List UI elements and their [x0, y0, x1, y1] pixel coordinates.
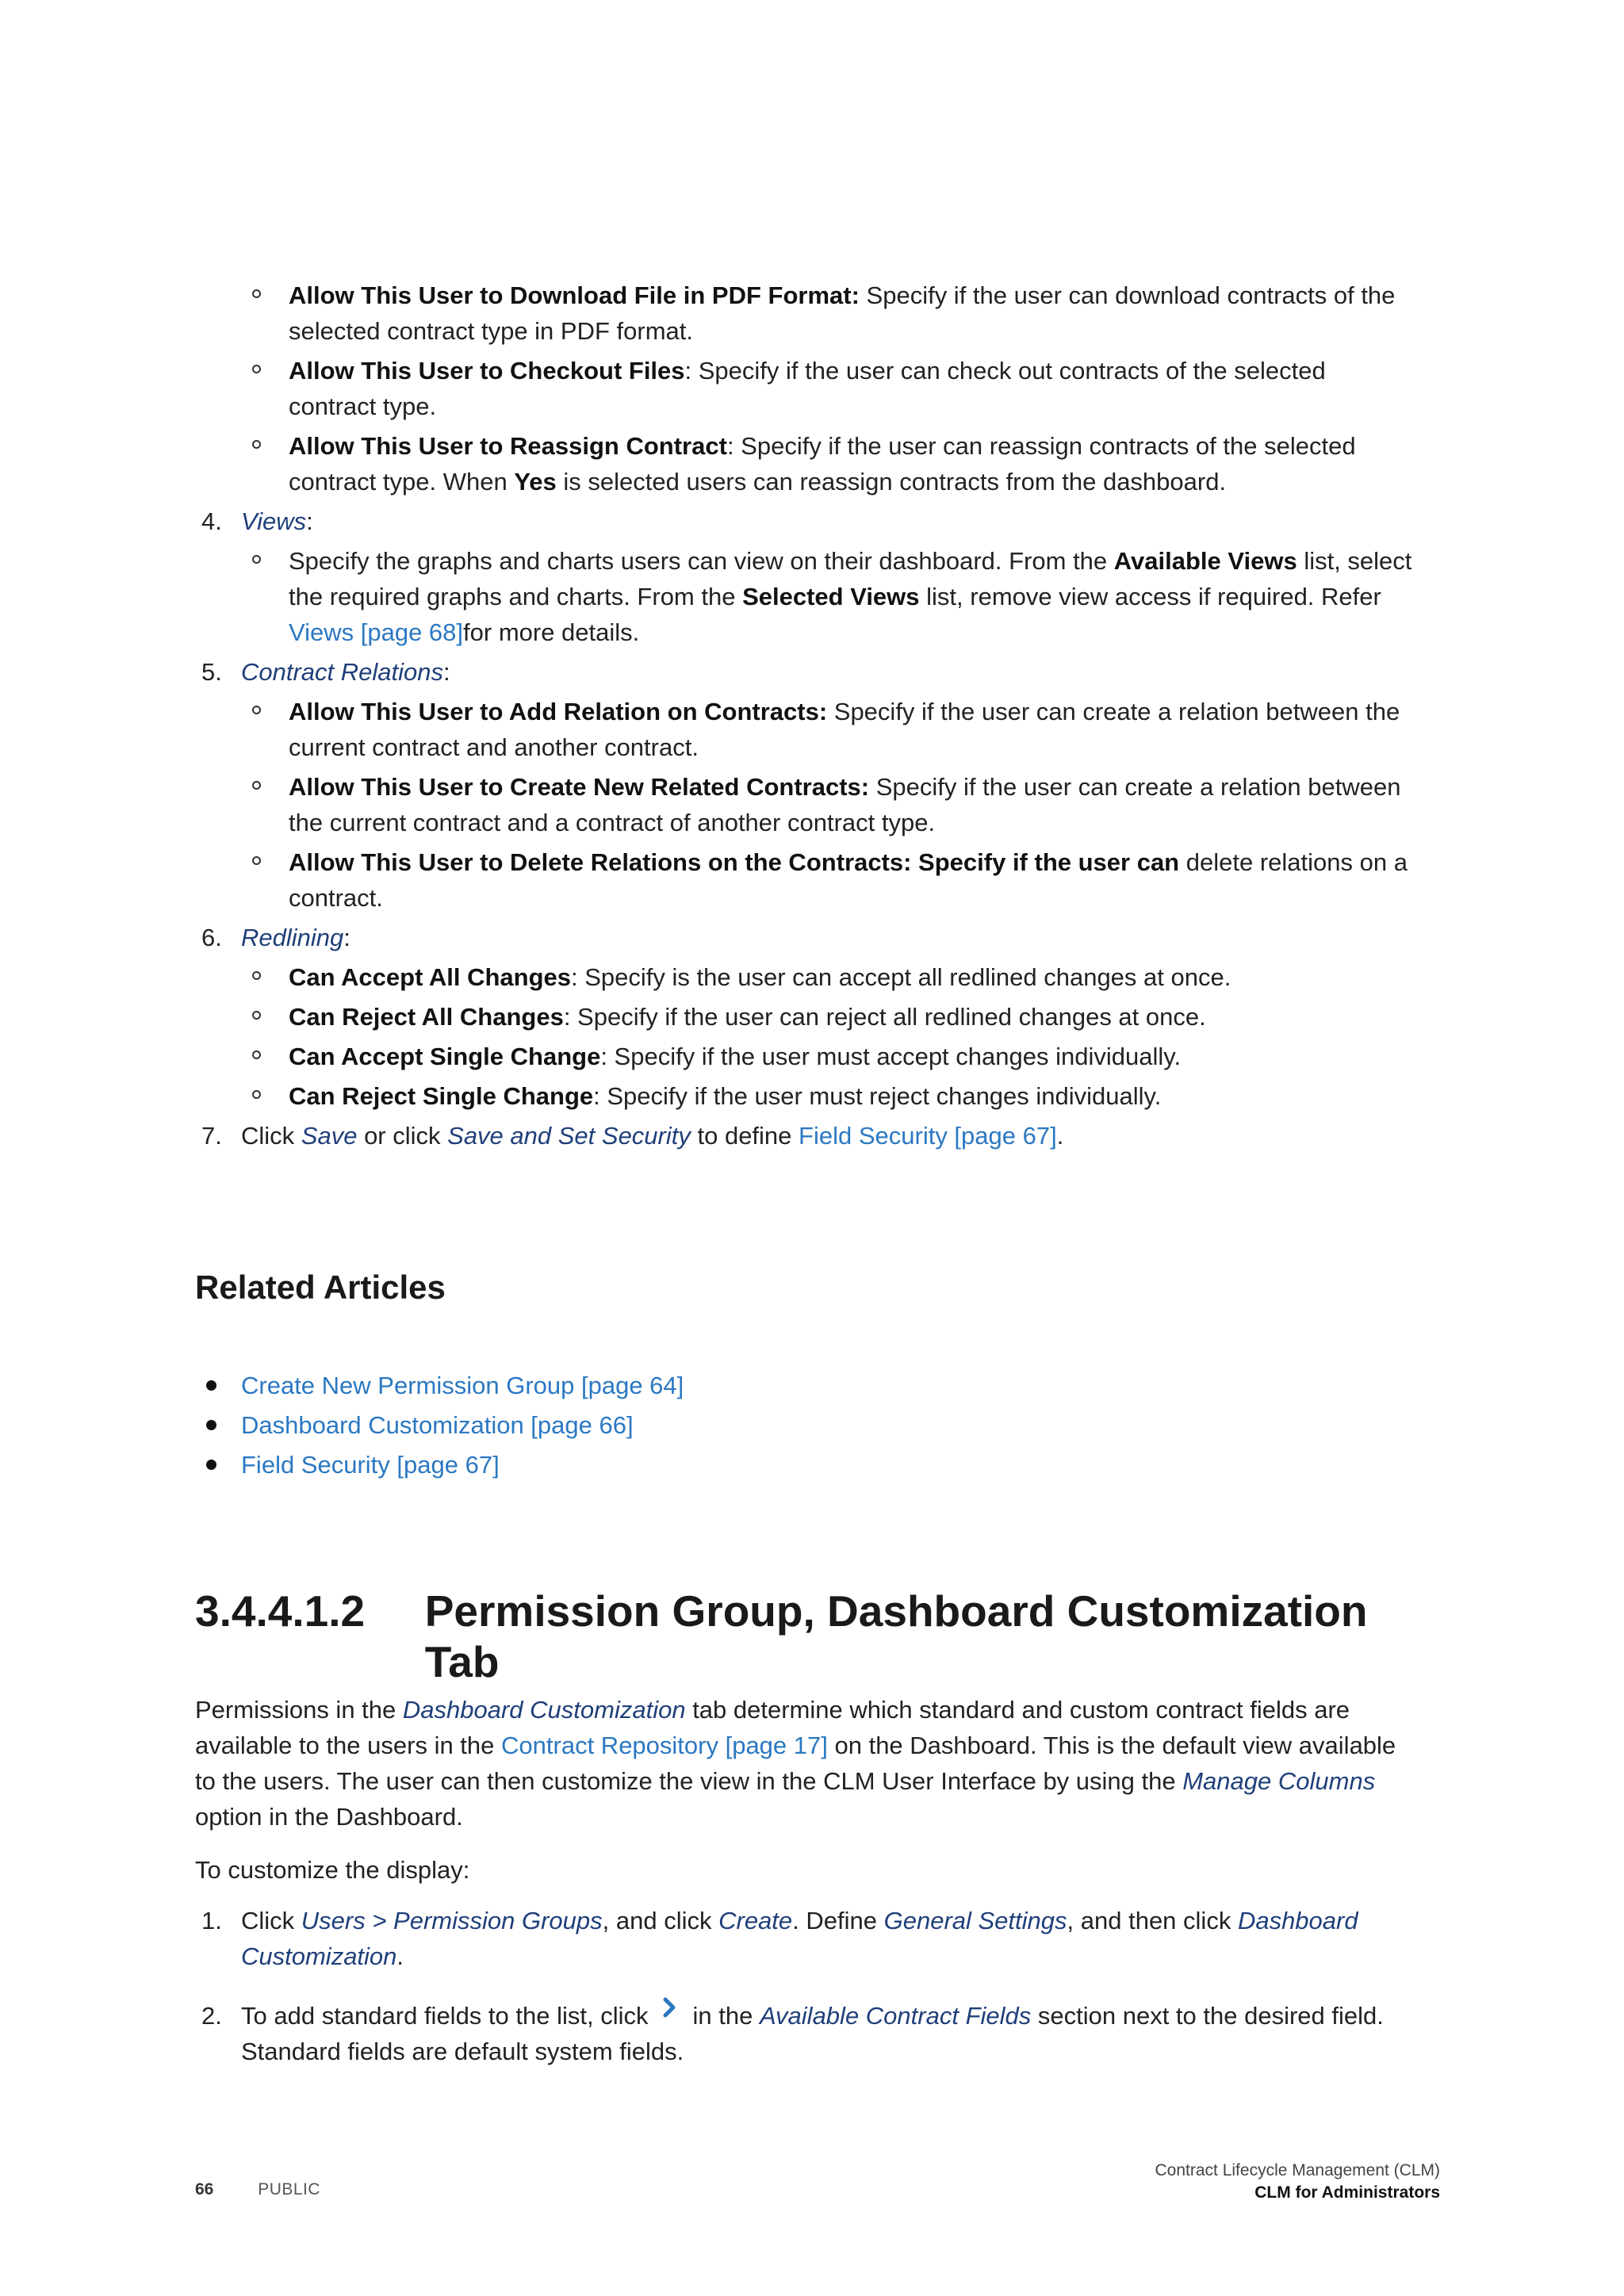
circle-bullet-icon: [252, 781, 261, 790]
manage-columns-nav-label: Manage Columns: [1182, 1767, 1376, 1795]
field-security-link[interactable]: Field Security [page 67]: [799, 1122, 1057, 1150]
step-7-save: [195, 1118, 1432, 1154]
option-desc: Specify if the user can create a relation between the: [827, 698, 1400, 725]
option-name: Can Accept Single Change: [289, 1043, 601, 1070]
customize-steps: [195, 1903, 1432, 2073]
text: .: [1056, 1122, 1064, 1150]
contract-repository-link[interactable]: Contract Repository [page 17]: [501, 1732, 828, 1759]
text: tab determine which standard and custom contract fields are: [685, 1696, 1350, 1724]
circle-bullet-icon: [252, 1090, 261, 1099]
bullet-create-related: [195, 769, 1432, 840]
option-name: Allow This User to Create New Related Contracts:: [289, 773, 870, 801]
option-desc-cont: is selected users can reassign contracts from the dashboard.: [556, 468, 1227, 496]
option-desc-cont: the current contract and a contract of another contract type.: [289, 809, 936, 836]
dashboard-nav-label: Dashboard: [1237, 1907, 1358, 1934]
save-and-set-security-nav-label: Save and Set Security: [447, 1122, 691, 1150]
option-desc: Specify if the user can download contracts of the: [859, 281, 1396, 309]
text: Permissions in the: [195, 1696, 403, 1724]
text: option in the Dashboard.: [195, 1803, 463, 1831]
text: on the Dashboard. This is the default view available: [827, 1732, 1396, 1759]
option-desc: : Specify if the user must accept changes individually.: [600, 1043, 1182, 1070]
option-desc-cont: selected contract type in PDF format.: [289, 317, 693, 345]
bullet-dot-icon: [206, 1420, 216, 1430]
step-5-contract-relations: [195, 654, 1432, 690]
option-name: Allow This User to Checkout Files: [289, 357, 685, 385]
option-desc: : Specify is the user can accept all redlined changes at once.: [571, 963, 1231, 991]
text: , and click: [602, 1907, 719, 1934]
related-link-item: [195, 1407, 1432, 1443]
save-nav-label: Save: [301, 1122, 358, 1150]
bullet-reassign-contract: [195, 428, 1432, 499]
available-views-term: Available Views: [1113, 547, 1297, 575]
step-number: 7.: [201, 1122, 222, 1150]
bullet-reject-all: [195, 999, 1432, 1035]
customize-step-2: [195, 1998, 1432, 2069]
related-articles-heading: Related Articles: [195, 1269, 446, 1306]
text: list, remove view access if required. Refer: [919, 583, 1381, 610]
text: Specify the graphs and charts users can view on their dashboard. From the: [289, 547, 1114, 575]
bullet-accept-single: [195, 1039, 1432, 1074]
option-desc: : Specify if the user can check out contracts of the selected: [684, 357, 1326, 385]
circle-bullet-icon: [252, 1011, 261, 1020]
option-desc-cont: contract type. When: [289, 468, 515, 496]
step-number: 5.: [201, 658, 222, 686]
related-link-item: [195, 1368, 1432, 1403]
text: to define: [690, 1122, 799, 1150]
bullet-dot-icon: [206, 1380, 216, 1391]
views-nav-label: Views: [241, 507, 307, 535]
step-4-views: [195, 503, 1432, 539]
customization-nav-label: Customization: [241, 1942, 397, 1970]
text: To add standard fields to the list, click: [241, 2002, 649, 2030]
yes-value: Yes: [514, 468, 557, 496]
bullet-views: [195, 543, 1432, 650]
page-number: 66: [195, 2180, 214, 2198]
create-new-permission-group-link[interactable]: Create New Permission Group [page 64]: [241, 1372, 684, 1399]
option-desc: : Specify if the user can reject all redlined changes at once.: [563, 1003, 1206, 1031]
text: the required graphs and charts. From the: [289, 583, 743, 610]
text: or click: [357, 1122, 448, 1150]
circle-bullet-icon: [252, 365, 261, 373]
text: .: [396, 1942, 404, 1970]
guide-name: CLM for Administrators: [1254, 2183, 1440, 2202]
option-name: Allow This User to Delete Relations on the Contracts: Specify if the user can: [289, 848, 1180, 876]
option-desc-cont: contract.: [289, 884, 383, 912]
circle-bullet-icon: [252, 289, 261, 298]
step-number: 2.: [201, 2002, 222, 2030]
step3-continued-bullets: [195, 277, 1432, 1158]
option-desc: : Specify if the user can reassign contracts of the selected: [726, 432, 1356, 460]
text: Standard fields are default system fields.: [241, 2038, 684, 2065]
product-name: Contract Lifecycle Management (CLM): [1155, 2161, 1440, 2179]
option-name: Can Reject All Changes: [289, 1003, 564, 1031]
bullet-delete-relations: [195, 844, 1432, 916]
circle-bullet-icon: [252, 971, 261, 980]
option-name: Allow This User to Add Relation on Contracts:: [289, 698, 828, 725]
selected-views-term: Selected Views: [742, 583, 920, 610]
bullet-dot-icon: [206, 1460, 216, 1470]
option-name: Allow This User to Download File in PDF Format:: [289, 281, 860, 309]
text: section next to the desired field.: [1031, 2002, 1384, 2030]
text: . Define: [792, 1907, 884, 1934]
circle-bullet-icon: [252, 706, 261, 714]
text: Click: [241, 1122, 301, 1150]
classification-label: PUBLIC: [258, 2180, 321, 2198]
customize-step-1: [195, 1903, 1432, 1974]
text: Click: [241, 1907, 301, 1934]
circle-bullet-icon: [252, 1050, 261, 1059]
redlining-nav-label: Redlining: [241, 924, 344, 951]
circle-bullet-icon: [252, 856, 261, 865]
views-page-link[interactable]: Views [page 68]: [289, 618, 464, 646]
field-security-link[interactable]: Field Security [page 67]: [241, 1451, 500, 1479]
contract-relations-nav-label: Contract Relations: [241, 658, 444, 686]
intro-paragraph: [195, 1692, 1432, 1835]
option-desc: delete relations on a: [1179, 848, 1408, 876]
section-heading: [195, 1586, 1432, 1687]
colon: :: [343, 924, 350, 951]
users-permission-groups-nav-label: Users > Permission Groups: [301, 1907, 603, 1934]
step-number: 1.: [201, 1907, 222, 1934]
text: list, select: [1297, 547, 1412, 575]
dashboard-customization-link[interactable]: Dashboard Customization [page 66]: [241, 1411, 634, 1439]
section-title: Permission Group, Dashboard Customization Tab: [424, 1586, 1368, 1686]
related-link-item: [195, 1447, 1432, 1483]
option-desc-cont: current contract and another contract.: [289, 733, 699, 761]
circle-bullet-icon: [252, 555, 261, 564]
create-nav-label: Create: [718, 1907, 793, 1934]
general-settings-nav-label: General Settings: [883, 1907, 1067, 1934]
text: to the users. The user can then customize the view in the CLM User Interface by using the: [195, 1767, 1183, 1795]
customize-display-label: To customize the display:: [195, 1856, 470, 1884]
text: in the: [692, 2002, 760, 2030]
option-name: Can Accept All Changes: [289, 963, 572, 991]
colon: :: [443, 658, 450, 686]
bullet-checkout-files: [195, 353, 1432, 424]
dashboard-customization-nav-label: Dashboard Customization: [402, 1696, 686, 1724]
bullet-add-relation: [195, 694, 1432, 765]
text: for more details.: [463, 618, 640, 646]
bullet-accept-all: [195, 959, 1432, 995]
section-number: 3.4.4.1.2: [195, 1586, 366, 1636]
chevron-right-icon: [662, 1992, 676, 2027]
step-number: 4.: [201, 507, 222, 535]
footer-left: [195, 2180, 320, 2199]
colon: :: [306, 507, 313, 535]
option-desc: Specify if the user can create a relation between: [869, 773, 1401, 801]
option-desc: : Specify if the user must reject changes individually.: [593, 1082, 1162, 1110]
bullet-reject-single: [195, 1078, 1432, 1114]
bullet-download-pdf: [195, 277, 1432, 349]
option-name: Can Reject Single Change: [289, 1082, 594, 1110]
circle-bullet-icon: [252, 440, 261, 449]
step-number: 6.: [201, 924, 222, 951]
footer-right: [1155, 2160, 1440, 2204]
text: available to the users in the: [195, 1732, 502, 1759]
option-desc-cont: contract type.: [289, 392, 437, 420]
text: , and then click: [1067, 1907, 1238, 1934]
related-articles-list: [195, 1368, 1432, 1487]
available-contract-fields-nav-label: Available Contract Fields: [759, 2002, 1032, 2030]
option-name: Allow This User to Reassign Contract: [289, 432, 727, 460]
step-6-redlining: [195, 920, 1432, 955]
